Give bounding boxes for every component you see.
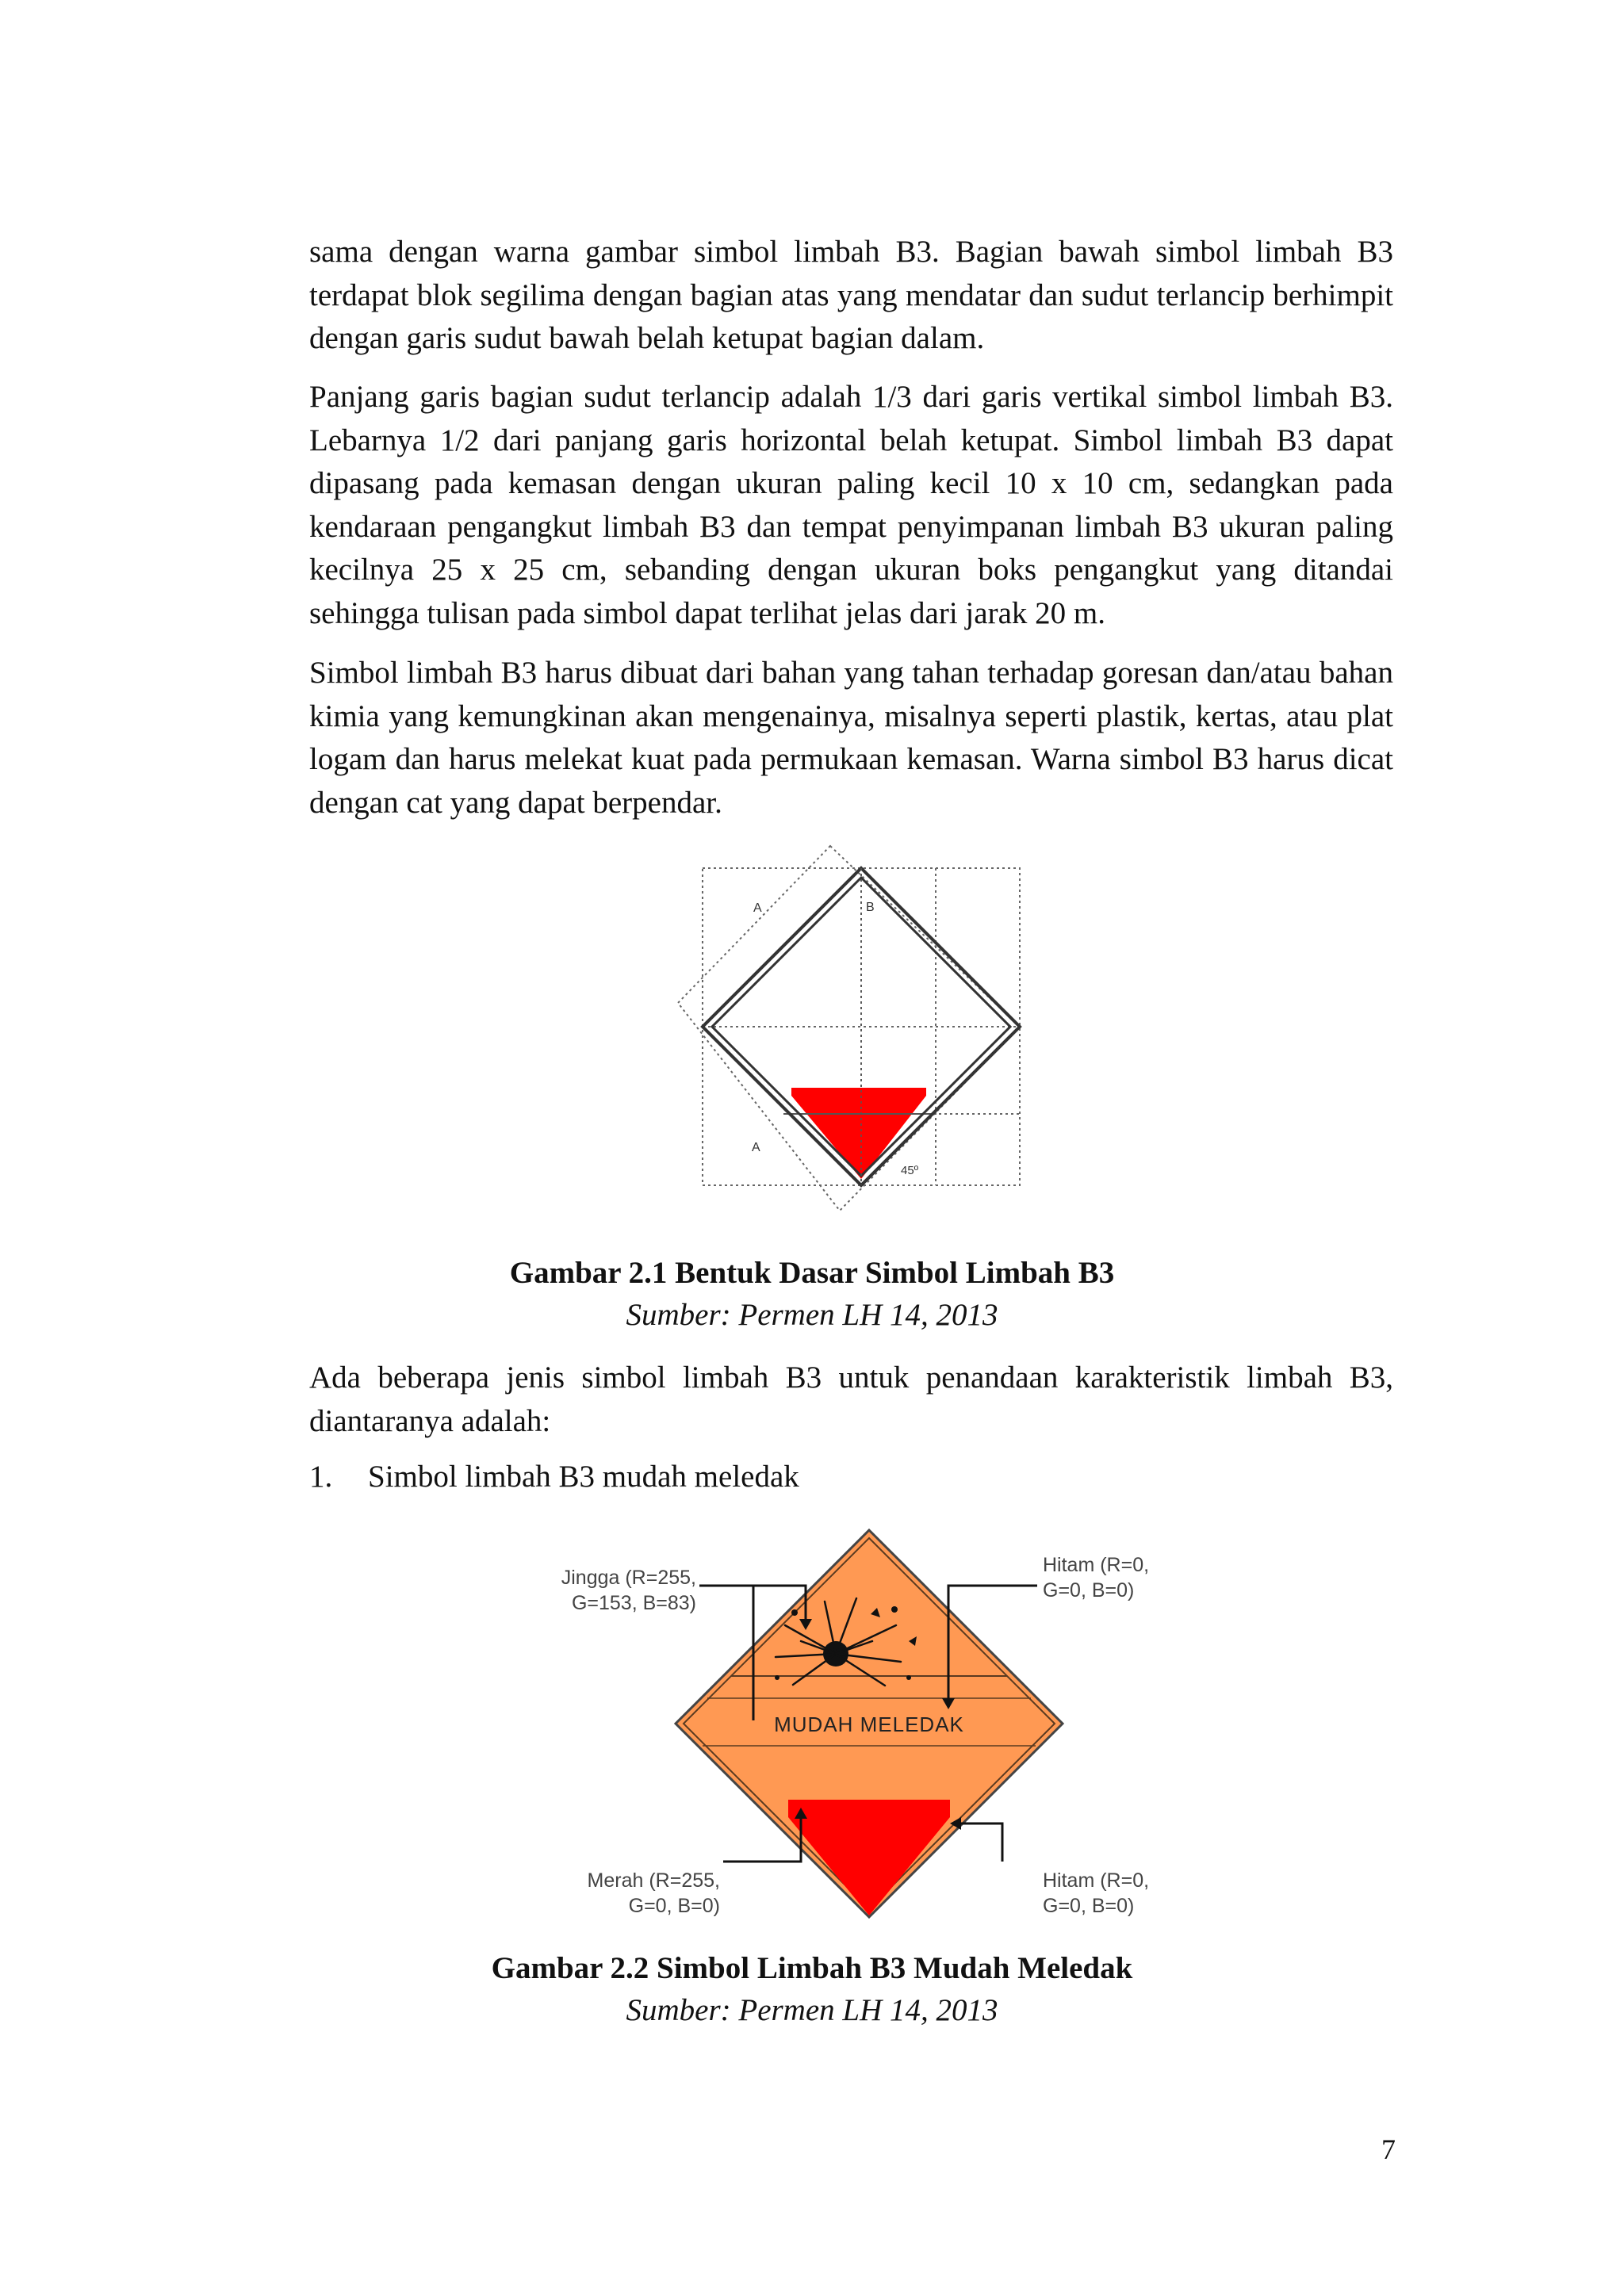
callout-black-bottom-line1: Hitam (R=0, xyxy=(1043,1869,1150,1892)
callout-black-top-line2: G=0, B=0) xyxy=(1043,1579,1135,1601)
list-item-1 xyxy=(309,1456,799,1498)
paragraph-3: Simbol limbah B3 harus dibuat dari bahan yang tahan terhadap goresan dan/atau bahan kimia yang kemungkinan akan mengenainya, misalnya seperti plastik, kertas, atau plat logam dan harus melekat kuat pada permukaan kemasan. Warna simbol B3 harus dicat dengan cat yang dapat berpendar. xyxy=(309,656,1393,820)
figure-2-source: Sumber: Permen LH 14, 2013 xyxy=(626,1993,998,2027)
paragraph-2: Panjang garis bagian sudut terlancip adalah 1/3 dari garis vertikal simbol limbah B3. Lebarnya 1/2 dari panjang garis horizontal belah ketupat. Simbol limbah B3 dapat dipasang pada kemasan dengan ukuran paling kecil 10 x 10 cm, sedangkan pada kendaraan pengangkut limbah B3 dan tempat penyimpanan limbah B3 ukuran paling kecilnya 25 x 25 cm, sebanding dengan ukuran boks pengangkut yang ditandai sehingga tulisan pada simbol dapat terlihat jelas dari jarak 20 m. xyxy=(309,380,1393,630)
callout-black-top-line1: Hitam (R=0, xyxy=(1043,1554,1150,1576)
list-item-text: Simbol limbah B3 mudah meledak xyxy=(368,1460,799,1494)
figure-1-source: Sumber: Permen LH 14, 2013 xyxy=(626,1298,998,1332)
symbol-text: MUDAH MELEDAK xyxy=(774,1712,964,1736)
callout-red-line1: Merah (R=255, xyxy=(587,1869,720,1892)
figure-basic-symbol-diagram xyxy=(666,840,1039,1221)
figure-2-caption: Gambar 2.2 Simbol Limbah B3 Mudah Meledak xyxy=(491,1951,1133,1985)
paragraph-1: sama dengan warna gambar simbol limbah B3. Bagian bawah simbol limbah B3 terdapat blok segilima dengan bagian atas yang mendatar dan sudut terlancip berhimpit dengan garis sudut bawah belah ketupat bagian dalam. xyxy=(309,235,1393,355)
callout-red-line2: G=0, B=0) xyxy=(628,1895,720,1917)
label-angle: 45º xyxy=(901,1164,919,1177)
label-a-top: A xyxy=(753,901,762,915)
figure-1-caption: Gambar 2.1 Bentuk Dasar Simbol Limbah B3 xyxy=(509,1256,1115,1290)
callout-black-bottom-line2: G=0, B=0) xyxy=(1043,1895,1135,1917)
label-b: B xyxy=(866,901,875,914)
list-item-number: 1. xyxy=(309,1460,333,1494)
callout-orange-line2: G=153, B=83) xyxy=(571,1592,696,1614)
label-a-bottom: A xyxy=(752,1141,760,1154)
paragraph-4: Ada beberapa jenis simbol limbah B3 untuk penandaan karakteristik limbah B3, diantaranya adalah: xyxy=(309,1360,1393,1438)
figure-explosive-symbol xyxy=(523,1522,1174,1934)
callout-orange-line1: Jingga (R=255, xyxy=(561,1567,696,1589)
page-number: 7 xyxy=(1381,2133,1396,2165)
